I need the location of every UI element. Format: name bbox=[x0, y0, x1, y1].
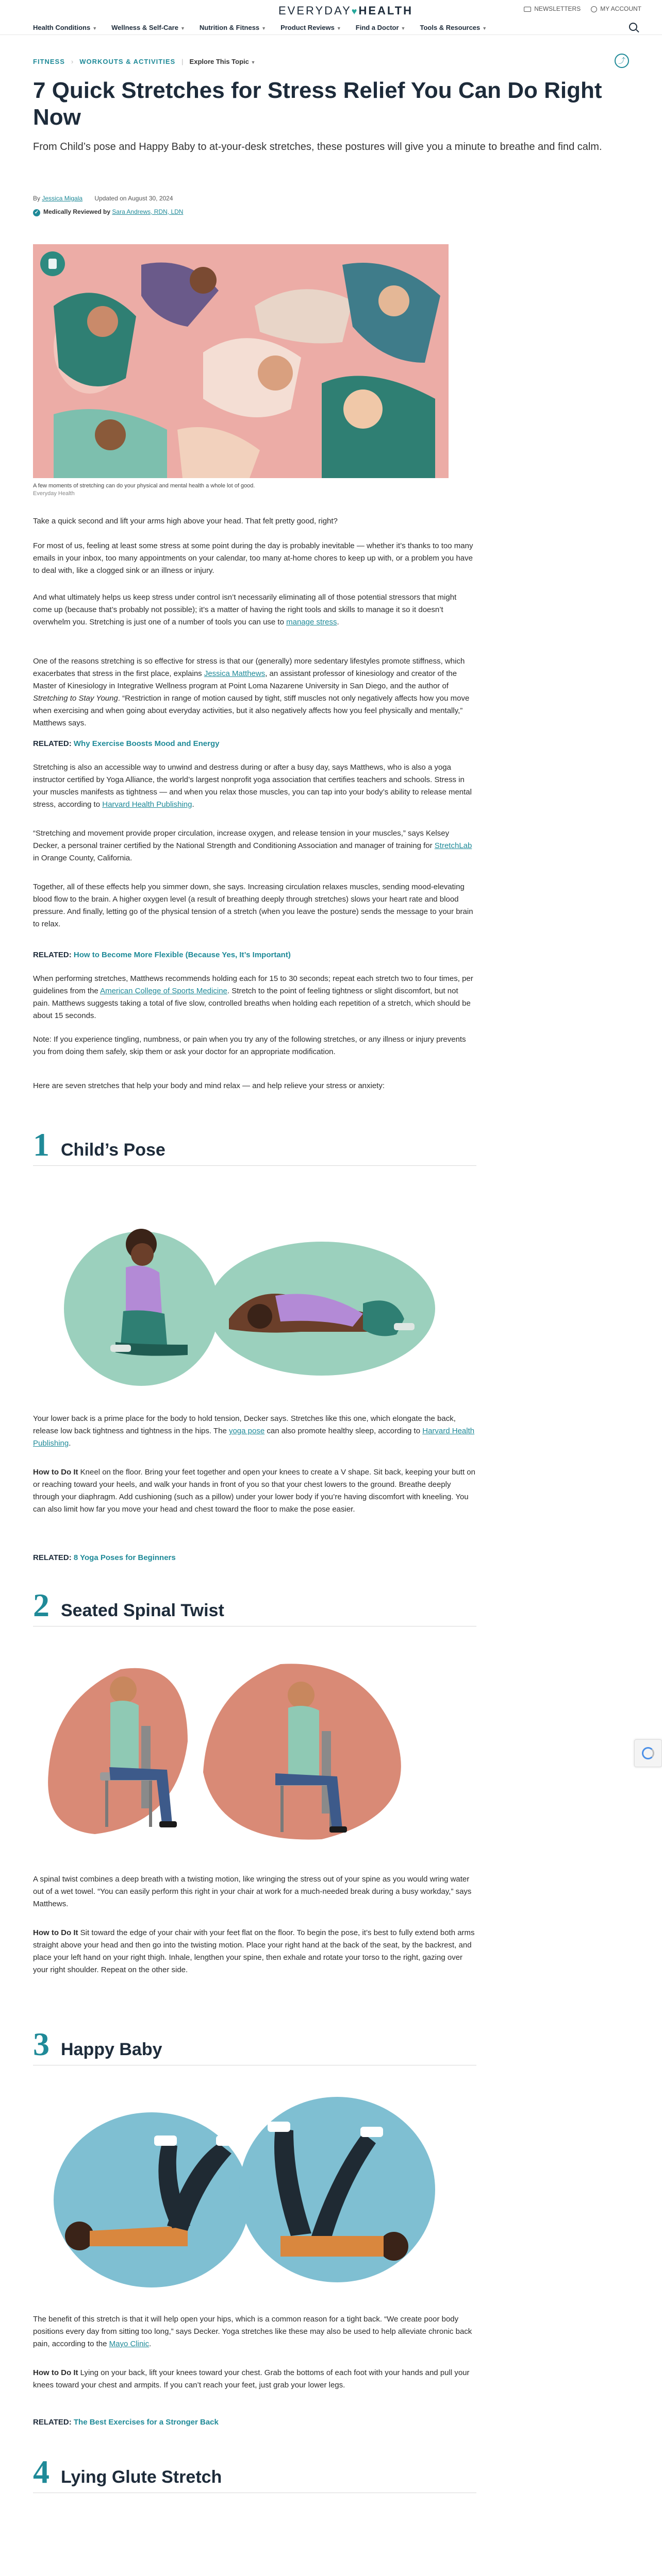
section-heading bbox=[33, 2455, 222, 2488]
medical-review bbox=[33, 208, 183, 216]
how-to-label: How to Do It bbox=[33, 1928, 78, 1937]
related-label: RELATED: bbox=[33, 2418, 72, 2427]
related-article-link[interactable]: The Best Exercises for a Stronger Back bbox=[73, 2418, 219, 2427]
logo-text-left: EVERYDAY bbox=[278, 4, 352, 17]
share-icon[interactable]: ⤴ bbox=[615, 54, 629, 68]
updated-date: Updated on August 30, 2024 bbox=[94, 195, 173, 202]
section-number: 3 bbox=[33, 2026, 49, 2062]
chevron-down-icon: ▼ bbox=[180, 26, 185, 31]
section-title: Lying Glute Stretch bbox=[61, 2467, 222, 2487]
how-to-text: Kneel on the floor. Bring your feet together and open your knees to create a V shape. Sit back, keeping your butt on or reaching toward your heels, and walk your hands in front of you so that your chest lowers to the ground. Breathe deeply through your diaphragm. Add cushioning (such as a pillow) under your lower body if you’re having discomfort with kneeling. You can also limit how far you move your head and chest toward the floor to make the pose easier. bbox=[33, 1468, 475, 1514]
section-title: Seated Spinal Twist bbox=[61, 1601, 224, 1620]
main-nav bbox=[33, 24, 487, 31]
newsletters-label: NEWSLETTERS bbox=[534, 5, 581, 12]
chevron-down-icon: ▼ bbox=[251, 60, 256, 65]
spinal-twist-illustration bbox=[33, 1638, 449, 1855]
paragraph-text: Your lower back is a prime place for the body to hold tension, Decker says. Stretches like this one, which elongate the back, release low back tightness and tightness in the hips. The bbox=[33, 1414, 456, 1435]
related-link-row bbox=[33, 1552, 476, 1564]
happy-baby-svg bbox=[33, 2081, 449, 2298]
caption-text: A few moments of stretching can do your physical and mental health a whole lot of good. bbox=[33, 483, 255, 489]
nav-item-find-doctor[interactable] bbox=[356, 24, 406, 31]
stretchlab-link[interactable]: StretchLab bbox=[434, 841, 472, 850]
how-to-paragraph bbox=[33, 1927, 476, 1976]
account-link[interactable] bbox=[591, 5, 641, 12]
nav-item-health-conditions[interactable] bbox=[33, 24, 97, 31]
explore-topic-dropdown[interactable] bbox=[190, 58, 256, 65]
how-to-label: How to Do It bbox=[33, 1468, 78, 1477]
chevron-down-icon: ▼ bbox=[261, 26, 267, 31]
check-badge-icon: ✓ bbox=[33, 209, 40, 216]
section-number: 1 bbox=[33, 1126, 49, 1163]
paragraph-text: . Stretch to the point of feeling tightness or slight discomfort, but not pain. Matthews suggests taking a total of five slow, controlled breaths when holding each repetition of a stretch, which should be about 15 seconds. bbox=[33, 987, 471, 1020]
user-icon bbox=[591, 6, 597, 12]
nav-item-wellness[interactable] bbox=[111, 24, 185, 31]
nav-item-tools-resources[interactable] bbox=[420, 24, 487, 31]
breadcrumb-separator: › bbox=[71, 58, 74, 65]
page-title: 7 Quick Stretches for Stress Relief You Can Do Right Now bbox=[33, 78, 602, 130]
paragraph-text: “Stretching and movement provide proper circulation, increase oxygen, and release tension in your muscles,” says Kelsey Decker, a personal trainer certified by the National Strength and Conditioning Association and manager of training for bbox=[33, 829, 450, 850]
how-to-paragraph bbox=[33, 2367, 476, 2392]
breadcrumb-fitness[interactable]: FITNESS bbox=[33, 58, 65, 65]
nav-label: Find a Doctor bbox=[355, 24, 399, 31]
body-paragraph: Here are seven stretches that help your body and mind relax — and help relieve your stress or anxiety: bbox=[33, 1081, 385, 1090]
chevron-down-icon: ▼ bbox=[336, 26, 341, 31]
paragraph-text: , an assistant professor of kinesiology and creator of the Master of Kinesiology in Integrative Wellness program at Point Loma Nazarene University in San Diego, and the author of bbox=[33, 669, 457, 690]
body-paragraph bbox=[33, 655, 476, 730]
nav-label: Health Conditions bbox=[33, 24, 91, 31]
byline bbox=[33, 195, 173, 202]
how-to-paragraph bbox=[33, 1466, 476, 1516]
breadcrumb-separator: | bbox=[181, 58, 184, 65]
nav-label: Tools & Resources bbox=[420, 24, 481, 31]
paragraph-text: can also promote healthy sleep, according to bbox=[267, 1427, 421, 1435]
how-to-text: Lying on your back, lift your knees toward your chest. Grab the bottoms of each foot with your hands and pull your knees toward your chest and armpits. If you can’t reach your feet, just grab your lower legs. bbox=[33, 2368, 470, 2389]
paragraph-text: One of the reasons stretching is so effective for stress is that our (generally) more sedentary lifestyles promote stiffness, which exacerbates that stress in the first place, explains bbox=[33, 657, 465, 678]
by-label: By bbox=[33, 195, 41, 202]
chevron-down-icon: ▼ bbox=[92, 26, 97, 31]
body-paragraph: Take a quick second and lift your arms high above your head. That felt pretty good, right? bbox=[33, 517, 338, 526]
related-link-row bbox=[33, 2416, 476, 2429]
related-link-row bbox=[33, 738, 476, 750]
childs-pose-illustration bbox=[33, 1190, 449, 1401]
childs-pose-svg bbox=[33, 1190, 449, 1401]
recaptcha-icon bbox=[642, 1747, 654, 1759]
body-paragraph: Stretching is also an accessible way to unwind and destress during or after a busy day, says Matthews, who is also a yoga instructor certified by Yoga Alliance, the world’s largest nonprofit yoga association that certifies teachers and schools. Stress in your muscles manifests as tightness — and when you relax those muscles, you can tap into your body’s ability to release mental stress, according to Harvard Health Publishing. bbox=[33, 763, 472, 809]
hero-illustration bbox=[33, 244, 449, 478]
body-paragraph: And what ultimately helps us keep stress under control isn’t necessarily eliminating all of those potential stressors that might come up (because that’s probably not possible); it’s a matter of having the right tools and skills to manage it so it doesn’t overwhelm you. Stretching is just one of a number of tools you can use to manage stress. bbox=[33, 593, 457, 626]
section-paragraph: Your lower back is a prime place for the body to hold tension, Decker says. Stretches like this one, which elongate the back, release low back tightness and tightness in the hips. The yoga pose can also promote healthy sleep, according to Harvard Health Publishing. bbox=[33, 1414, 475, 1448]
section-heading bbox=[33, 1128, 166, 1161]
paragraph-text: in Orange County, California. bbox=[33, 854, 133, 862]
happy-baby-illustration bbox=[33, 2081, 449, 2298]
section-paragraph: A spinal twist combines a deep breath with a twisting motion, like wringing the stress out of your spine as you would wring water out of a wet towel. “You can easily perform this right in your chair at work for a much-needed break during a busy workday,” says Matthews. bbox=[33, 1875, 472, 1908]
logo-text-right: HEALTH bbox=[358, 4, 413, 17]
expert-link[interactable]: Jessica Matthews bbox=[204, 669, 266, 678]
chevron-down-icon: ▼ bbox=[482, 26, 487, 31]
reviewer-link[interactable]: Sara Andrews, RDN, LDN bbox=[112, 208, 184, 215]
newsletters-link[interactable] bbox=[524, 5, 581, 12]
related-label: RELATED: bbox=[33, 1553, 72, 1562]
site-header bbox=[0, 0, 662, 35]
nav-label: Product Reviews bbox=[280, 24, 335, 31]
mayo-clinic-link[interactable]: Mayo Clinic bbox=[109, 2340, 150, 2348]
account-links bbox=[524, 5, 641, 12]
body-paragraph bbox=[33, 973, 476, 1022]
search-icon[interactable] bbox=[629, 23, 637, 31]
body-paragraph: For most of us, feeling at least some stress at some point during the day is probably inevitable — whether it’s thanks to too many emails in your inbox, too many appointments on your calendar, too many at-home chores to keep up with, or a problem you have to deal with, like a clogged sink or an illness or injury. bbox=[33, 541, 473, 575]
divider bbox=[33, 1165, 476, 1166]
hero-caption bbox=[33, 482, 449, 498]
breadcrumb bbox=[33, 58, 255, 65]
hero-svg bbox=[33, 244, 449, 478]
related-link-row bbox=[33, 949, 476, 961]
book-title: Stretching to Stay Young bbox=[33, 694, 118, 703]
nav-label: Nutrition & Fitness bbox=[199, 24, 260, 31]
caption-credit: Everyday Health bbox=[33, 490, 75, 497]
spinal-twist-svg bbox=[33, 1638, 449, 1855]
nav-label: Wellness & Self-Care bbox=[111, 24, 178, 31]
section-heading bbox=[33, 2028, 162, 2061]
section-number: 2 bbox=[33, 1587, 49, 1623]
section-paragraph: The benefit of this stretch is that it will help open your hips, which is a common reason for a tight back. “We create poor body positions every day from sitting too long,” says Decker. Yoga stretches like these may also be used to help alleviate chronic back pain, according to the Mayo Clinic. bbox=[33, 2315, 472, 2348]
chevron-down-icon: ▼ bbox=[401, 26, 406, 31]
harvard-health-link[interactable]: Harvard Health Publishing bbox=[33, 1427, 475, 1448]
heart-icon: ♥ bbox=[351, 6, 359, 16]
paragraph-text: . “Restriction in range of motion caused by tight, stiff muscles not only negatively affects how you move when exercising and when going about everyday activities, but it also negatively affects how you feel physically and mentally,” Matthews says. bbox=[33, 694, 470, 727]
site-logo[interactable] bbox=[278, 4, 413, 18]
author-link[interactable]: Jessica Migala bbox=[42, 195, 83, 202]
reviewed-by-label: Medically Reviewed by bbox=[43, 208, 111, 215]
nav-item-nutrition-fitness[interactable] bbox=[200, 24, 266, 31]
section-title: Child’s Pose bbox=[61, 1140, 166, 1160]
paragraph-text: The benefit of this stretch is that it will help open your hips, which is a common reason for a tight back. “We create poor body positions every day from sitting too long,” says Decker. Yoga stretches like these may also be used to help alleviate chronic back pain, according to the bbox=[33, 2315, 472, 2348]
body-paragraph: Together, all of these effects help you simmer down, she says. Increasing circulation relaxes muscles, sending mood-elevating blood flow to the brain. A higher oxygen level (a result of breathing deeply through stretches) slows your heart rate and blood pressure. And finally, letting go of the physical tension of a stretch (when you leave the posture) sends the message to your brain to relax. bbox=[33, 883, 473, 928]
body-paragraph: Note: If you experience tingling, numbness, or pain when you try any of the following stretches, or any illness or injury prevents you from doing them safely, skip them or ask your doctor for an appropriate modification. bbox=[33, 1035, 466, 1056]
account-label: MY ACCOUNT bbox=[600, 5, 641, 12]
how-to-text: Sit toward the edge of your chair with your feet flat on the floor. To begin the pose, it’s best to fully extend both arms straight above your head and then go into the twisting motion. Place your right hand at the back of the seat, by the backrest, and place your left hand on your right thigh. Inhale, lengthen your spine, then exhale and rotate your torso to the right, gazing over your right shoulder. Repeat on the other side. bbox=[33, 1928, 475, 1974]
yoga-pose-link[interactable]: yoga pose bbox=[228, 1427, 265, 1435]
breadcrumb-workouts[interactable]: WORKOUTS & ACTIVITIES bbox=[79, 58, 176, 65]
paragraph-text: And what ultimately helps us keep stress under control isn’t necessarily eliminating all of those potential stressors that might come up (because that’s probably not possible); it’s a matter of having the right tools and skills to manage it so it doesn’t overwhelm you. Stretching is just one of a number of tools you can use to bbox=[33, 593, 457, 626]
recaptcha-badge[interactable] bbox=[634, 1739, 662, 1767]
related-label: RELATED: bbox=[33, 951, 72, 959]
harvard-health-link[interactable]: Harvard Health Publishing bbox=[102, 800, 192, 809]
acsm-link[interactable]: American College of Sports Medicine bbox=[100, 987, 227, 995]
how-to-label: How to Do It bbox=[33, 2368, 78, 2377]
nav-item-product-reviews[interactable] bbox=[280, 24, 341, 31]
section-heading bbox=[33, 1589, 224, 1622]
paragraph-text: When performing stretches, Matthews recommends holding each for 15 to 30 seconds; repeat each stretch two to four times, per guidelines from the bbox=[33, 974, 473, 995]
related-article-link[interactable]: Why Exercise Boosts Mood and Energy bbox=[73, 739, 220, 748]
related-article-link[interactable]: How to Become More Flexible (Because Yes, It’s Important) bbox=[73, 951, 291, 959]
manage-stress-link[interactable]: manage stress bbox=[286, 618, 337, 626]
related-article-link[interactable]: 8 Yoga Poses for Beginners bbox=[73, 1553, 176, 1562]
article-subtitle: From Child’s pose and Happy Baby to at-your-desk stretches, these postures will give you a minute to breathe and find calm. bbox=[33, 141, 602, 152]
body-paragraph bbox=[33, 827, 476, 865]
section-number: 4 bbox=[33, 2453, 49, 2490]
paragraph-text: Stretching is also an accessible way to unwind and destress during or after a busy day, says Matthews, who is also a yoga instructor certified by Yoga Alliance, the world’s largest nonprofit yoga association that certifies teachers and schools. Stress in your muscles manifests as tightness — and when you relax those muscles, you can tap into your body’s ability to release mental stress, according to bbox=[33, 763, 472, 809]
mail-icon bbox=[524, 7, 531, 12]
explore-topic-label: Explore This Topic bbox=[189, 58, 249, 65]
related-label: RELATED: bbox=[33, 739, 72, 748]
section-title: Happy Baby bbox=[61, 2040, 162, 2059]
